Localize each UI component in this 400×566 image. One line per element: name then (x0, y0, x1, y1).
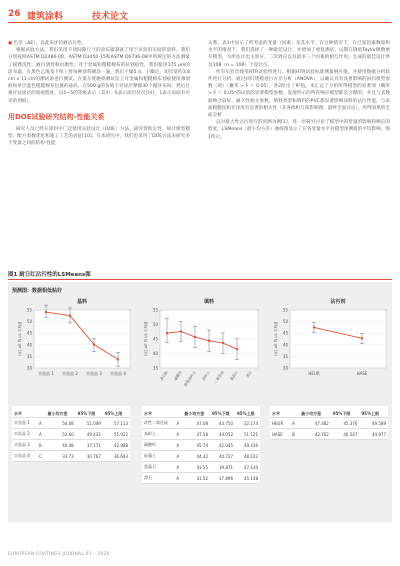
cell: 49.439 (235, 440, 260, 451)
table-row (12, 451, 130, 462)
cell: 54.08 (45, 418, 75, 429)
figure-title: 图1 耐日红沾污性的LSMeans图 (8, 272, 91, 278)
col-group (174, 406, 182, 418)
col-level: 水平 (142, 406, 174, 418)
cell: 重晶石 (142, 462, 174, 473)
data-point (117, 358, 119, 360)
col-group (290, 406, 299, 418)
cell: 39.871 (210, 462, 235, 473)
col-high: 95%上限 (235, 406, 260, 418)
cell: 44.977 (359, 429, 388, 440)
chart-title: 沾污剂 (330, 299, 346, 305)
cell: 47.08 (182, 418, 210, 429)
data-point (69, 314, 71, 316)
y-tick-label: 55 (26, 307, 32, 313)
cell: 42.762 (299, 429, 331, 440)
x-tick-label: 重晶石 (229, 370, 239, 382)
cell: 44.052 (210, 429, 235, 440)
table-row (12, 429, 130, 440)
y-tick-label: 30 (282, 365, 288, 371)
cell: 33.73 (45, 451, 75, 462)
cell: A (174, 429, 182, 440)
col-lsmean: 最小均方差 (299, 406, 331, 418)
cell: A (174, 462, 182, 473)
table-row (270, 418, 388, 429)
cell: 37.896 (210, 473, 235, 484)
thickener-table-header (270, 406, 388, 418)
cell: 40.08 (45, 440, 75, 451)
left-para-1-text: 色差（ΔE），以此来评价耐沾污性。 (13, 41, 87, 46)
cell: A (174, 451, 182, 462)
right-para-3: 以对最大性沾污进行的预测为例[1]，进一步研究讨论了模型中的变量的影响和响应的程度。LSMeans（最小均方差）曲线图显示了在各变量水平对模型预测值的平均影响，图1所示。 (208, 120, 390, 140)
y-tick-label: 30 (26, 365, 32, 371)
y-tick-label: 55 (152, 307, 158, 313)
col-lsmean: 最小均方差 (182, 406, 210, 418)
y-tick-label: 50 (282, 319, 288, 325)
right-column (208, 40, 390, 141)
table-row (142, 429, 260, 440)
cell: 实验品 3 (12, 440, 37, 451)
cell: B (290, 429, 299, 440)
cell: B (37, 440, 46, 451)
cell: 42.045 (210, 440, 235, 451)
cell: 47.58 (182, 429, 210, 440)
y-axis-label: 日红 ΔE 的 LS 平均值 (144, 321, 148, 357)
x-tick-label: 高岭土 (201, 370, 211, 382)
left-para-3: 研究人员已经在涂料中广泛使用实验设计（DOE）方法。研究帮助定性、统计模型模型、配方参数优化和施工工艺的表征[10]。在本研究中，我们也采用了DOE方法来研究多个变量之间的结构-性能 (8, 126, 190, 147)
cell: 55.922 (103, 429, 130, 440)
table-row (270, 429, 388, 440)
page-footer: EUROPEAN COATINGS JOURNAL 01 – 2020 (8, 552, 110, 557)
x-tick-label: 滑石 (245, 370, 253, 379)
panel-title: 预测图：数据相低粘好 (12, 288, 63, 294)
filler-table (142, 406, 260, 484)
cell: A (174, 473, 182, 484)
section-name: 技术论文 (92, 12, 129, 22)
data-point (313, 326, 315, 328)
figure-panel (8, 282, 392, 522)
y-tick-label: 55 (282, 307, 288, 313)
col-level: 水平 (270, 406, 290, 418)
left-column (8, 40, 190, 147)
table-row (142, 462, 260, 473)
chart-frame (34, 310, 130, 368)
col-high: 95%上限 (359, 406, 388, 418)
cell: 45.148 (235, 473, 260, 484)
left-para-1 (8, 40, 190, 47)
chart-title: 基料 (76, 299, 88, 305)
y-tick-label: 45 (152, 336, 158, 342)
cell: 49.589 (359, 418, 388, 429)
left-para-2: 根据试验方法，我们采用不同间隙尺寸的涂布器制备了用于试验的实验的涂料。我们分别按照ASTM D2486-00、ASTM D3450-15和ASTM D6736-08中所规定的方法测量了耐擦洗性、耐污渍性和抗磨性。对于金属和粗糙棉布的抗划痕性，我们使用175 μm的涂布器，在黑色乙烯基卡纸上将每种涂料刷涂一遍，然后干燥5 d。干燥后，切出宽约3.8 cm x 11 cm的测试条进行测试。在低车度磨损测试仪上对金属和粗糙棉布划痕使用薄划痕和单层蓝色粗糙棉布包裹的砝码，在500 g的负载下对涂层摩擦30个循环来回。然后目视评估涂层的划痕程度，以1~5的等级表示（其中，5表示涂层状况良好，1表示表面有可见的划痕）。 (8, 48, 190, 104)
data-point (361, 337, 363, 339)
data-point (180, 330, 182, 332)
cell: 48.122 (235, 451, 260, 462)
col-low: 95%下限 (331, 406, 360, 418)
x-tick-label: 二氧化硅 (213, 370, 225, 385)
cell: A (174, 418, 182, 429)
col-level: 水平 (12, 406, 37, 418)
cell: C (37, 451, 46, 462)
bullet-icon: ● (8, 41, 13, 46)
cell: 45.376 (331, 418, 360, 429)
cell: 51.049 (76, 418, 103, 429)
cell: 42.988 (103, 440, 130, 451)
y-tick-label: 35 (282, 353, 288, 359)
x-tick-label: 实验品 2 (62, 371, 78, 376)
table-row (12, 440, 130, 451)
x-tick-label: 碳酸钙 (173, 370, 183, 382)
journal-name: 建筑涂料 (27, 12, 64, 22)
cell: 高岭土 (142, 429, 174, 440)
x-tick-label: 实验品 4 (110, 371, 126, 376)
cell: A (37, 418, 46, 429)
y-axis-label: 日红 ΔE 的 LS 平均值 (18, 321, 22, 357)
table-row (142, 418, 260, 429)
cell: 52.60 (45, 429, 75, 440)
x-tick-label: 滑石粉 (159, 370, 169, 382)
chart-frame (290, 310, 386, 368)
y-tick-label: 40 (26, 342, 32, 348)
binder-table (12, 406, 130, 462)
y-tick-label: 35 (26, 353, 32, 359)
header-divider (8, 22, 392, 23)
cell: 47.482 (299, 418, 331, 429)
cell: 57.113 (103, 418, 130, 429)
figure-divider (8, 279, 392, 280)
cell: 43.55 (182, 462, 210, 473)
cell: HASE (270, 429, 290, 440)
cell: A (37, 429, 46, 440)
cell: 40.547 (331, 429, 360, 440)
data-point (236, 348, 238, 350)
cell: 40.727 (210, 451, 235, 462)
col-high: 95%上限 (103, 406, 130, 418)
binder-table-header (12, 406, 130, 418)
x-tick-label: 实验品 1 (38, 371, 54, 376)
col-low: 95%下限 (76, 406, 103, 418)
y-tick-label: 40 (152, 351, 158, 356)
cell: 52.174 (235, 418, 260, 429)
col-lsmean: 最小均方差 (45, 406, 75, 418)
x-tick-label: 实验品 3 (86, 371, 102, 376)
cell: 41.52 (182, 473, 210, 484)
section-title: 用DOE试验研究结构-性能关系 (8, 112, 105, 121)
cell: 37.171 (76, 440, 103, 451)
x-tick-label: HASE (356, 371, 368, 376)
cell: 51.121 (235, 429, 260, 440)
cell: 实验品 1 (12, 418, 37, 429)
cell: 碳酸钙 (142, 440, 174, 451)
y-tick-label: 50 (152, 322, 158, 327)
cell: 45.74 (182, 440, 210, 451)
cell: 36.693 (103, 451, 130, 462)
cell: 47.130 (235, 462, 260, 473)
cell: 实验品 2 (12, 429, 37, 440)
right-para-1: 关系。表1中显示了所考虑的变量（因素）及其水平。在这种情况下，在已知因素数量和水平的情况下，我们选择了一种最佳设计，并增加了重复测试，以期在降低Taylor级数展开模型，为所估计出主效应、二次效应以及最多三个因素的相互作用。生成的最佳设计涉及108（n = 108）个设计点。 (208, 41, 390, 68)
cell: 43.750 (210, 418, 235, 429)
page-number: 26 (8, 9, 21, 19)
cell: 44.42 (182, 451, 210, 462)
data-point (194, 336, 196, 338)
y-tick-label: 45 (26, 330, 32, 336)
thickener-table (270, 406, 388, 440)
y-tick-label: 50 (26, 319, 32, 325)
lsmeans-charts (8, 294, 392, 404)
cell: HEUR (270, 418, 290, 429)
chart-title: 填料 (203, 299, 215, 305)
y-tick-label: 45 (282, 330, 288, 336)
table-row (142, 451, 260, 462)
col-group (37, 406, 46, 418)
y-tick-label: 40 (282, 342, 288, 348)
cell: 硅藻土 (142, 451, 174, 462)
data-point (222, 342, 224, 344)
right-para-2: 所有实验均使用HTR试验机进行。根据HTR试验标准测量响应值，并使用数据分析软件进行分析。通过回归建模进行方差分析（ANOVA），以确认具有显著影响的回归模型参数（项）（概率 > F ＜ 0.05），各2阶出了R²值。本汇总了分析所得模型的显著项（概率 > F ＜ 0.05*的试验的显著模型参数。发现所示的所有响应模型都是合理的，并且与其数据吻合较好。耐久性相关参数、填料类型和填料的PVC都显著影响涂料的沾污性能，与表面粗糙度和光泽度有显著的相关性（其各组相互间影响图，最终全面讨论）。所得效果的全面分析 (208, 69, 390, 119)
cell: 实验品 4 (12, 451, 37, 462)
cell: 滑石 (142, 473, 174, 484)
table-row (142, 440, 260, 451)
cell: 改性二氧化硅 (142, 418, 174, 429)
cell: 49.432 (76, 429, 103, 440)
data-point (208, 340, 210, 342)
data-point (166, 332, 168, 334)
y-axis-label: 日红 ΔE 的 LS 平均值 (274, 321, 278, 357)
cell: A (290, 418, 299, 429)
col-low: 95%下限 (210, 406, 235, 418)
table-row (142, 473, 260, 484)
cell: 30.767 (76, 451, 103, 462)
x-tick-label: HEUR (308, 371, 320, 376)
cell: A (174, 440, 182, 451)
data-point (45, 311, 47, 313)
y-tick-label: 35 (152, 365, 158, 371)
page-header (0, 0, 400, 28)
x-tick-label: 煅烧高岭土 (183, 370, 197, 388)
data-point (93, 343, 95, 345)
filler-table-header (142, 406, 260, 418)
table-row (12, 418, 130, 429)
